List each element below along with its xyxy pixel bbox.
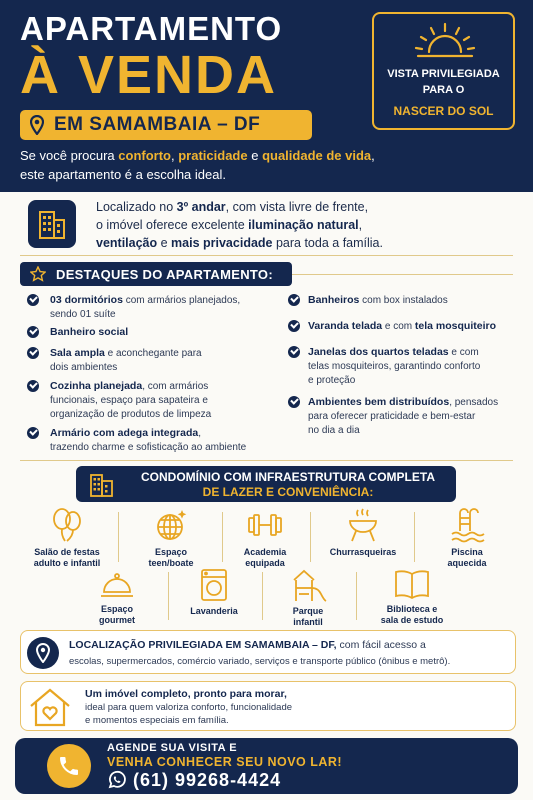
header-banner [0,0,533,192]
disco-ball-icon [153,507,189,543]
location-box [20,630,516,674]
cloche-icon [98,568,136,600]
feature-item: Cozinha planejada, com armários funcionais, espaço para sapateira e organização de produtos de limpeza [50,380,212,420]
condo-title-line2: DE LAZER E CONVENIÊNCIA: [202,485,374,499]
building-icon [28,200,76,248]
amenity-item: Biblioteca e sala de estudo [364,568,460,626]
location-text: LOCALIZAÇÃO PRIVILEGIADA EM SAMAMBAIA – DF, com fácil acesso a [69,639,426,651]
grill-icon [345,507,381,543]
map-pin-icon [27,637,59,669]
book-icon [392,568,432,600]
house-heart-icon [27,686,73,728]
amenity-item: Parque infantil [266,568,350,628]
phone-number[interactable]: (61) 99268-4424 [133,770,282,790]
divider [118,512,119,562]
check-icon [288,320,300,332]
check-icon [288,396,300,408]
check-icon [27,326,39,338]
cta-line1: AGENDE SUA VISITA E [107,742,238,754]
check-icon [27,347,39,359]
dumbbell-icon [245,507,285,543]
amenity-item: Piscina aquecida [422,507,512,569]
home-line2: ideal para quem valoriza conforto, funcionalidade [85,702,293,713]
amenity-item: Espaço teen/boate [126,507,216,569]
divider [356,572,357,620]
amenity-item: Academia equipada [224,507,306,569]
location-pill-text: EM SAMAMBAIA – DF [54,114,261,135]
title-line2: À VENDA [20,45,278,105]
playground-icon [288,568,328,602]
check-icon [27,294,39,306]
divider [20,255,513,256]
divider [168,572,169,620]
home-box [20,681,516,731]
condo-title-line1: CONDOMÍNIO COM INFRAESTRUTURA COMPLETA [141,470,435,484]
amenity-item: Lavanderia [172,568,256,617]
pool-icon [449,507,485,543]
cta-line2: VENHA CONHECER SEU NOVO LAR! [107,755,343,769]
highlights-title: DESTAQUES DO APARTAMENTO: [56,266,273,282]
washing-machine-icon [198,568,230,602]
balloons-icon [49,507,85,543]
check-icon [288,294,300,306]
sunrise-icon [412,20,478,60]
feature-item: Armário com adega integrada, trazendo charme e sofisticação ao ambiente [50,427,247,453]
feature-item: Banheiros com box instalados [308,294,448,306]
divider [292,274,513,275]
building-icon [88,472,116,498]
divider [414,512,415,562]
check-icon [288,346,300,358]
feature-item: Varanda telada e com tela mosquiteiro [308,320,497,332]
check-icon [27,380,39,392]
condo-header [76,466,456,502]
feature-item: Janelas dos quartos teladas e com telas mosquiteiros, garantindo conforto e proteção [308,346,481,386]
home-line3: e momentos especiais em família. [85,715,229,726]
sunrise-badge: VISTA PRIVILEGIADA PARA O NASCER DO SOL [372,12,515,130]
building-description: Localizado no 3º andar, com vista livre de frente, o imóvel oferece excelente iluminação natural, ventilação e mais privacidade para toda a família. [96,200,383,250]
feature-item: Ambientes bem distribuídos, pensados para oferecer praticidade e bem-estar no dia a dia [308,396,499,436]
star-icon [30,266,46,282]
location-pill [20,110,312,140]
footer-cta [15,738,518,794]
divider [222,512,223,562]
phone-icon [47,744,91,788]
amenity-item: Espaço gourmet [72,568,162,626]
feature-item: Sala ampla e aconchegante para dois ambientes [50,347,202,373]
feature-item: 03 dormitórios com armários planejados, sendo 01 suíte [50,294,241,320]
amenity-item: Churrasqueiras [318,507,408,558]
highlights-header [20,262,292,286]
home-title: Um imóvel completo, pronto para morar, [85,688,287,700]
feature-item: Banheiro social [50,326,129,338]
whatsapp-icon [107,770,127,790]
divider [20,460,513,461]
divider [262,572,263,620]
check-icon [27,427,39,439]
title-line1: APARTAMENTO [20,10,283,47]
location-details: escolas, supermercados, comércio variado, serviços e transporte público (ônibus e metrô). [69,656,451,667]
amenity-item: Salão de festas adulto e infantil [22,507,112,569]
intro-text: Se você procura conforto, praticidade e qualidade de vida, este apartamento é a escolha ideal. [20,148,375,182]
divider [310,512,311,562]
map-pin-icon [30,115,44,135]
